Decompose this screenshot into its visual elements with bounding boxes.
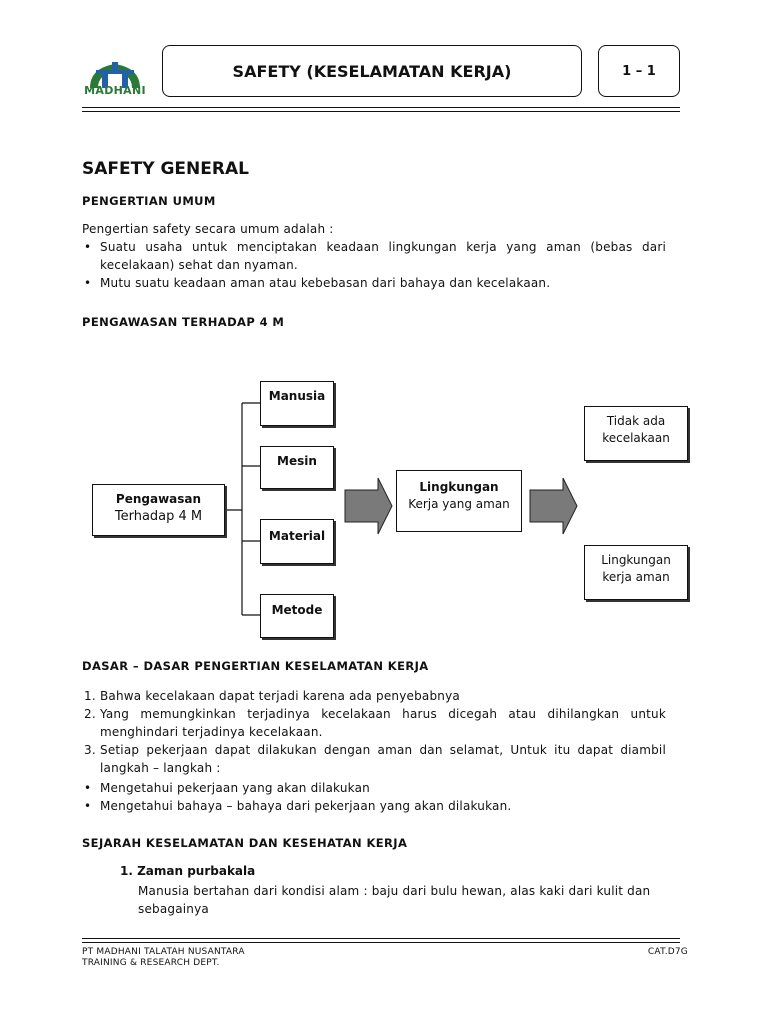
pengawasan-heading: PENGAWASAN TERHADAP 4 M [82, 315, 285, 329]
list-item: 3. Setiap pekerjaan dapat dilakukan dengan aman dan selamat, Untuk itu dapat diambil langkah – langkah : [84, 743, 666, 775]
sejarah-heading: SEJARAH KESELAMATAN DAN KESEHATAN KERJA [82, 836, 408, 850]
list-item: 1. Bahwa kecelakaan dapat terjadi karena ada penyebabnya [84, 689, 460, 703]
sejarah-item-title: 1. Zaman purbakala [120, 864, 256, 878]
diagram-item-metode: Metode [260, 594, 334, 638]
diagram-middle-box [396, 470, 522, 532]
list-item: • Suatu usaha untuk menciptakan keadaan lingkungan kerja yang aman (bebas dari kecelakaan) sehat dan nyaman. [82, 238, 666, 274]
footer-company: PT MADHANI TALATAH NUSANTARA [82, 947, 245, 957]
list-item: • Mengetahui pekerjaan yang akan dilakukan [82, 779, 666, 797]
pengertian-heading: PENGERTIAN UMUM [82, 194, 216, 208]
diagram-item-mesin: Mesin [260, 446, 334, 489]
arrow-right-icon [345, 478, 392, 534]
dasar-bullets [82, 779, 666, 815]
list-item: • Mutu suatu keadaan aman atau kebebasan dari bahaya dan kecelakaan. [82, 274, 666, 292]
footer-rule-top [82, 938, 680, 939]
footer-dept: TRAINING & RESEARCH DEPT. [82, 958, 220, 968]
logo-text: MADHANI [84, 84, 146, 97]
list-item: 2. Yang memungkinkan terjadinya kecelakaan harus dicegah atau dihilangkan untuk menghindari terjadinya kecelakaan. [84, 707, 666, 739]
diagram-item-manusia: Manusia [260, 381, 334, 426]
middle-label-bold: Lingkungan [419, 480, 499, 494]
diagram-result-box-2: Lingkungan kerja aman [584, 545, 688, 600]
arrow-right-icon [530, 478, 577, 534]
sejarah-item-text: Manusia bertahan dari kondisi alam : baju dari bulu hewan, alas kaki dari kulit dan sebagainya [138, 884, 651, 916]
source-label: Terhadap 4 M [114, 509, 203, 524]
footer-rule-bottom [82, 942, 680, 943]
dasar-heading: DASAR – DASAR PENGERTIAN KESELAMATAN KERJA [82, 659, 429, 673]
diagram-source-box [92, 484, 225, 536]
dasar-numbered [82, 687, 666, 777]
pengertian-intro: Pengertian safety secara umum adalah : [82, 222, 334, 236]
section-title: SAFETY GENERAL [82, 159, 249, 179]
document-title: SAFETY (KESELAMATAN KERJA) [162, 45, 582, 97]
diagram-item-material: Material [260, 519, 334, 564]
diagram-result-box-1: Tidak ada kecelakaan [584, 406, 688, 461]
footer-code: CAT.D7G [647, 947, 688, 957]
page-number: 1 – 1 [598, 45, 680, 97]
middle-label: Kerja yang aman [408, 497, 510, 511]
source-label-bold: Pengawasan [115, 492, 202, 506]
list-item: • Mengetahui bahaya – bahaya dari pekerjaan yang akan dilakukan. [82, 797, 666, 815]
